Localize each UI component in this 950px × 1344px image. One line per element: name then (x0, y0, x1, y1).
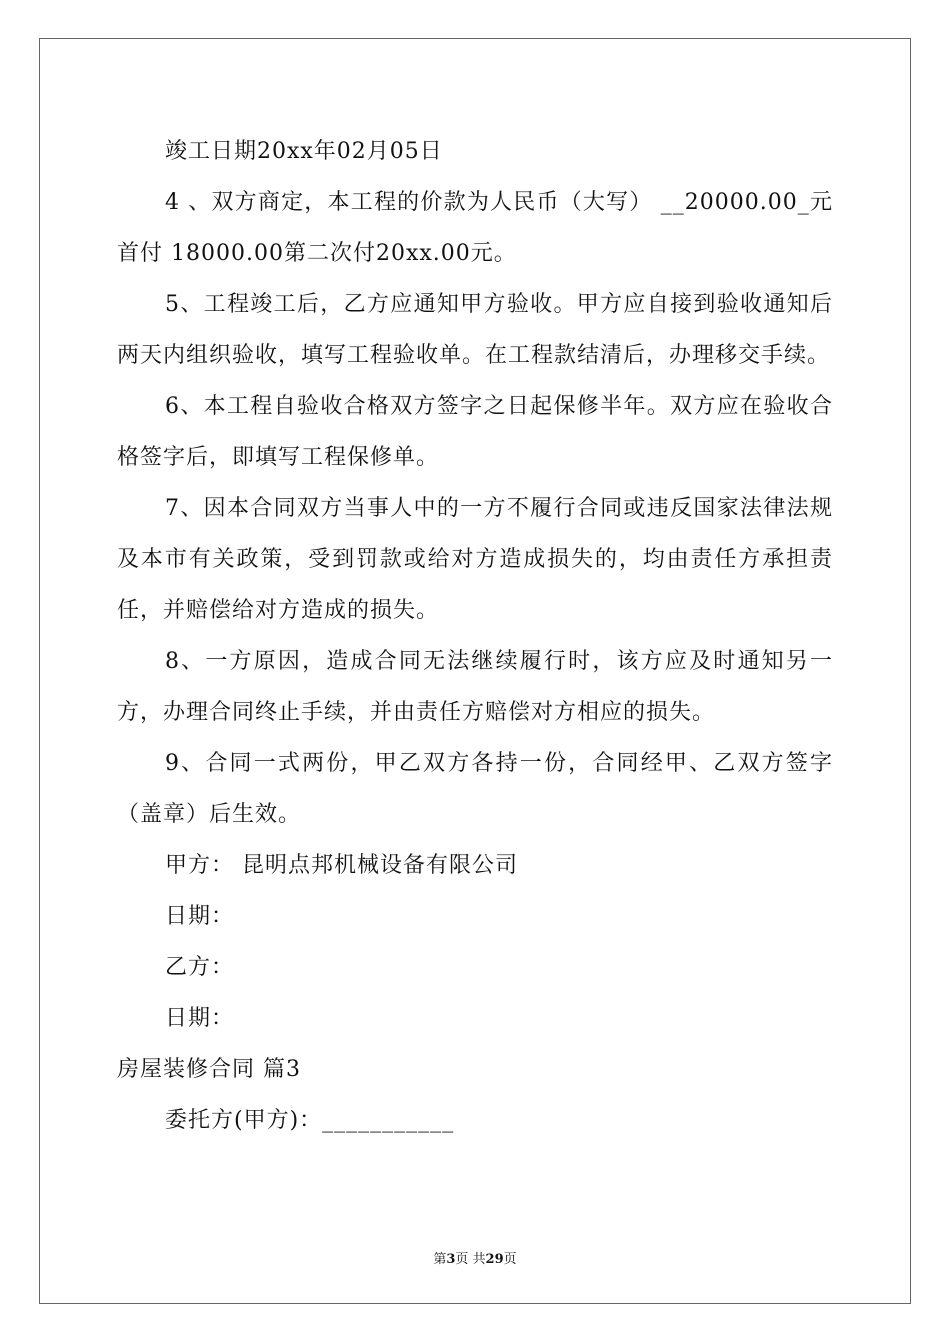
footer-total-pages: 29 (485, 1252, 504, 1267)
footer-page-number: 3 (446, 1252, 456, 1267)
footer-page-prefix: 第 (433, 1252, 447, 1267)
page-footer (0, 1248, 950, 1267)
footer-page-suffix: 页 (503, 1252, 517, 1267)
signature-date-b: 日期： (165, 1006, 235, 1031)
section-title: 房屋装修合同 篇3 (117, 1057, 301, 1082)
document-body (117, 126, 833, 1146)
completion-date: 竣工日期20xx年02月05日 (165, 139, 443, 164)
client-line: 委托方(甲方)：___________ (165, 1108, 455, 1133)
signature-date-a: 日期： (165, 904, 235, 929)
clause-8: 8、一方原因，造成合同无法继续履行时，该方应及时通知另一方，办理合同终止手续，并由责任方赔偿对方相应的损失。 (117, 649, 833, 725)
clause-7: 7、因本合同双方当事人中的一方不履行合同或违反国家法律法规及本市有关政策，受到罚款或给对方造成损失的，均由责任方承担责任，并赔偿给对方造成的损失。 (117, 496, 833, 623)
clause-5: 5、工程竣工后，乙方应通知甲方验收。甲方应自接到验收通知后两天内组织验收，填写工程验收单。在工程款结清后，办理移交手续。 (117, 292, 833, 368)
signature-party-a: 甲方： 昆明点邦机械设备有限公司 (165, 853, 518, 878)
clause-4: 4 、双方商定，本工程的价款为人民币（大写） __20000.00_元首付 18000.00第二次付20xx.00元。 (117, 190, 833, 266)
clause-9: 9、合同一式两份，甲乙双方各持一份，合同经甲、乙双方签字（盖章）后生效。 (117, 751, 833, 827)
footer-page-mid: 页 共 (455, 1252, 486, 1267)
signature-party-b: 乙方： (165, 955, 235, 980)
clause-6: 6、本工程自验收合格双方签字之日起保修半年。双方应在验收合格签字后，即填写工程保修单。 (117, 394, 833, 470)
